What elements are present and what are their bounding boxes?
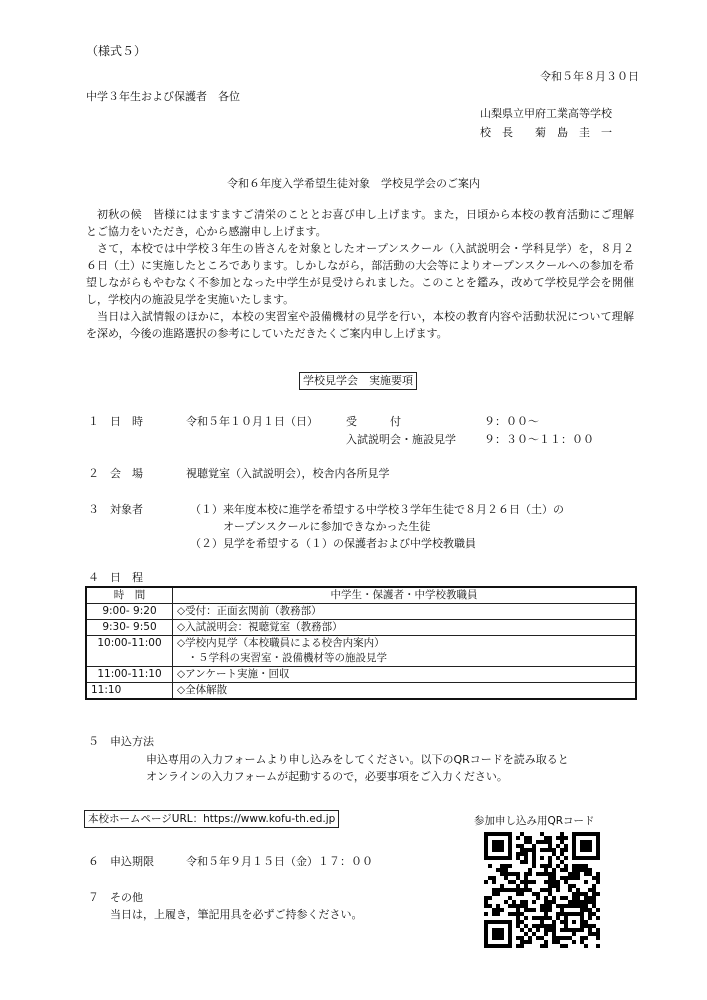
page-title: 令和６年度入学希望生徒対象 学校見学会のご案内 xyxy=(227,177,480,190)
sender-principal: 校 長 菊 島 圭 一 xyxy=(480,126,612,139)
target-line-2: オープンスクールに参加できなかった生徒 xyxy=(223,520,431,533)
item2-label: ２ 会 場 xyxy=(88,467,143,480)
reception-time: ９：００～ xyxy=(484,415,539,428)
qr-caption: 参加申し込み用QRコード xyxy=(474,815,595,827)
table-row xyxy=(86,636,636,667)
header-people: 中学生・保護者・中学校教職員 xyxy=(173,587,637,604)
row-time: 9:30- 9:50 xyxy=(86,620,173,636)
recipient: 中学３年生および保護者 各位 xyxy=(86,90,240,103)
target-line-1: （１）来年度本校に進学を希望する中学校３学年生徒で８月２６日（土）の xyxy=(190,503,564,516)
row-time: 9:00- 9:20 xyxy=(86,604,173,620)
item1-date: 令和５年１０月１日（日） xyxy=(186,415,318,428)
row-content: ◇入試説明会：視聴覚室（教務部） xyxy=(173,620,637,636)
session-label: 入試説明会・施設見学 xyxy=(346,433,456,446)
row-content xyxy=(173,636,637,667)
table-header-row xyxy=(86,587,636,604)
body-paragraph: 初秋の候 皆様にはますますご清栄のこととお喜び申し上げます。また，日頃から本校の教育活動にご理解とご協力をいただき，心から感謝申し上げます。 xyxy=(86,208,634,238)
apply-line-1: 申込専用の入力フォームより申し込みをしてください。以下のQRコードを読み取ると xyxy=(146,753,569,766)
body-paragraph: さて，本校では中学校３年生の皆さんを対象としたオープンスクール（入試説明会・学科見学）を，８月２６日（土）に実施したところであります。しかしながら，部活動の大会等によりオープンスクールへの参加を希望しながらもやむなく不参加となった中学生が見受けられました。このことを鑑み，改めて学校見学会を開催し，学校内の施設見学を実施いたします。 xyxy=(86,242,634,306)
row-content: ◇受付：正面玄関前（教務部） xyxy=(173,604,637,620)
table-row xyxy=(86,620,636,636)
row-time: 11:00-11:10 xyxy=(86,667,173,683)
item2-value: 視聴覚室（入試説明会），校舎内各所見学 xyxy=(186,467,390,480)
row-content: ◇全体解散 xyxy=(173,683,637,700)
schedule-table xyxy=(85,586,637,700)
target-line-3: （２）見学を希望する（１）の保護者および中学校教職員 xyxy=(190,537,476,550)
session-time: ９：３０～１１：００ xyxy=(484,433,594,446)
row-content-line: ◇学校内見学（本校職員による校舎内案内） xyxy=(177,637,385,649)
row-time: 11:10 xyxy=(86,683,173,700)
document-date: 令和５年８月３０日 xyxy=(540,70,639,83)
apply-line-2: オンラインの入力フォームが起動するので，必要事項をご入力ください。 xyxy=(146,770,508,783)
item3-label: ３ 対象者 xyxy=(88,503,143,516)
row-content-line: ・５学科の実習室・設備機材等の施設見学 xyxy=(177,652,387,664)
row-content: ◇アンケート実施・回収 xyxy=(173,667,637,683)
section-heading: 学校見学会 実施要項 xyxy=(299,372,417,390)
row-time: 10:00-11:00 xyxy=(86,636,173,667)
table-row xyxy=(86,604,636,620)
item7-value: 当日は，上履き，筆記用具を必ずご持参ください。 xyxy=(110,908,363,921)
item4-label: ４ 日 程 xyxy=(88,571,143,584)
item7-label: ７ その他 xyxy=(88,891,143,904)
deadline-value: 令和５年９月１５日（金）１７：００ xyxy=(186,855,373,868)
body-paragraph: 当日は入試情報のほかに，本校の実習室や設備機材の見学を行い，本校の教育内容や活動状況について理解を深め，今後の進路選択の参考にしていただきたくご案内申し上げます。 xyxy=(86,310,634,340)
reception-label: 受 付 xyxy=(346,415,401,428)
table-row xyxy=(86,667,636,683)
homepage-url-link[interactable]: 本校ホームページURL：https://www.kofu-th.ed.jp xyxy=(84,810,339,828)
item5-label: ５ 申込方法 xyxy=(88,735,154,748)
form-label: （様式５） xyxy=(86,44,147,58)
sender-school: 山梨県立甲府工業高等学校 xyxy=(480,107,612,120)
table-row xyxy=(86,683,636,700)
item1-label: １ 日 時 xyxy=(88,415,143,428)
qr-code-icon[interactable] xyxy=(484,832,600,948)
header-time: 時 間 xyxy=(86,587,173,604)
item6-label: ６ 申込期限 xyxy=(88,855,154,868)
body-text xyxy=(86,206,634,342)
